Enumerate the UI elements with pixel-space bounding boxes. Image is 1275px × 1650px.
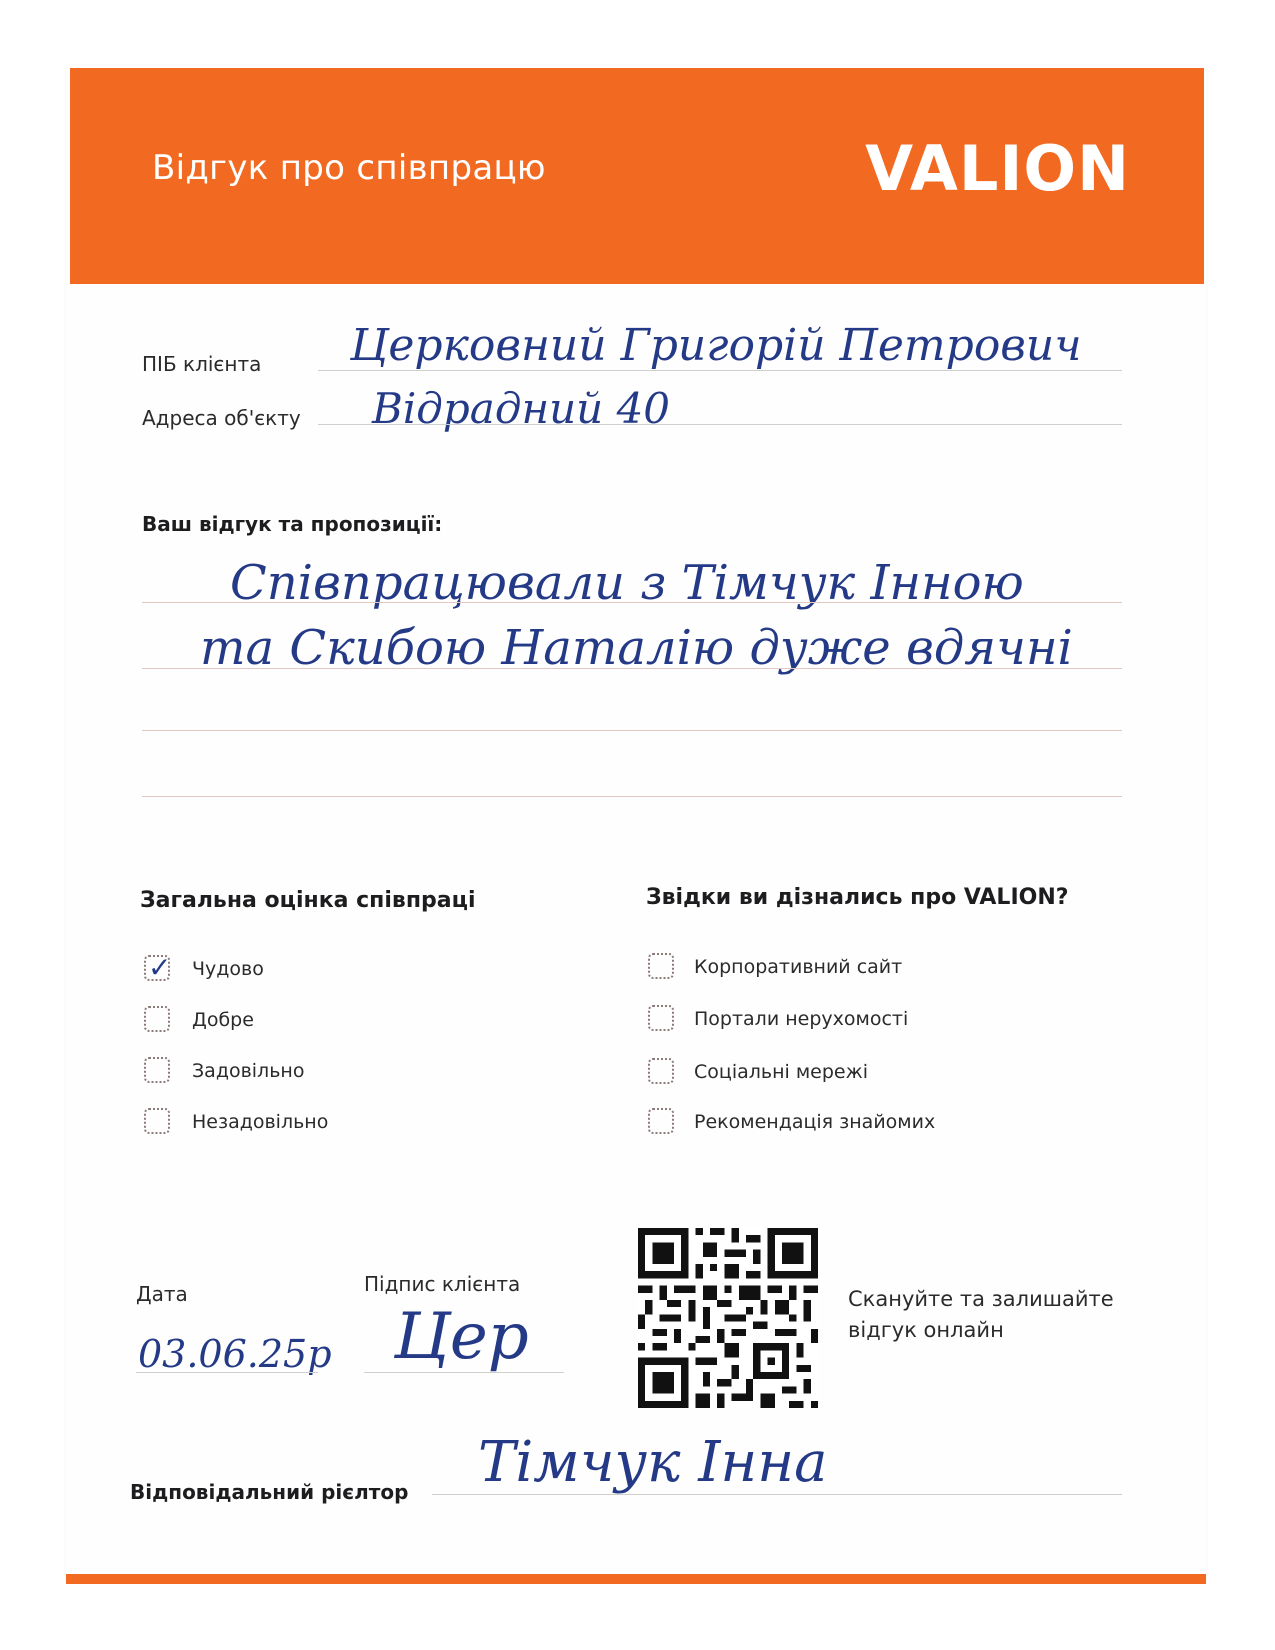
rating-checkbox-satisfactory[interactable] xyxy=(144,1057,170,1083)
brand-logo: VALION xyxy=(865,132,1130,205)
source-option-website: Корпоративний сайт xyxy=(694,956,903,978)
date-value: 03.06.25р xyxy=(138,1332,332,1376)
qr-code-icon[interactable] xyxy=(638,1228,818,1408)
signature-line xyxy=(364,1372,564,1373)
source-title: Звідки ви дізнались про VALION? xyxy=(646,885,1069,910)
form-title: Відгук про співпрацю xyxy=(152,148,546,188)
address-label: Адреса об'єкту xyxy=(142,406,301,430)
client-name-value: Церковний Григорій Петрович xyxy=(350,320,1082,371)
qr-caption: Скануйте та залишайте відгук онлайн xyxy=(848,1287,1114,1342)
source-option-referral: Рекомендація знайомих xyxy=(694,1111,936,1133)
rating-option-excellent: Чудово xyxy=(192,958,264,980)
date-line xyxy=(136,1372,318,1373)
source-option-social: Соціальні мережі xyxy=(694,1061,868,1083)
feedback-label: Ваш відгук та пропозиції: xyxy=(142,512,443,536)
feedback-line-2: та Скибою Наталію дуже вдячні xyxy=(200,620,1073,676)
client-name-label: ПІБ клієнта xyxy=(142,352,262,376)
client-name-line xyxy=(318,370,1122,371)
address-line xyxy=(318,424,1122,425)
rating-checkbox-unsatisfactory[interactable] xyxy=(144,1108,170,1134)
client-signature: Цер xyxy=(394,1300,529,1374)
rating-option-unsatisfactory: Незадовільно xyxy=(192,1111,329,1133)
feedback-rule-4 xyxy=(142,796,1122,797)
source-checkbox-website[interactable] xyxy=(648,953,674,979)
rating-title: Загальна оцінка співпраці xyxy=(140,888,476,913)
realtor-label: Відповідальний рієлтор xyxy=(130,1480,409,1504)
source-checkbox-social[interactable] xyxy=(648,1058,674,1084)
date-label: Дата xyxy=(136,1282,188,1306)
rating-checkbox-excellent[interactable] xyxy=(144,951,172,984)
source-checkbox-portals[interactable] xyxy=(648,1005,674,1031)
feedback-line-1: Співпрацювали з Тімчук Інною xyxy=(230,555,1024,611)
header-band xyxy=(70,68,1204,284)
feedback-rule-2 xyxy=(142,668,1122,669)
footer-band xyxy=(66,1574,1206,1584)
source-option-portals: Портали нерухомості xyxy=(694,1008,909,1030)
signature-label: Підпис клієнта xyxy=(364,1272,521,1296)
rating-checkbox-good[interactable] xyxy=(144,1006,170,1032)
source-checkbox-referral[interactable] xyxy=(648,1108,674,1134)
realtor-signature: Тімчук Інна xyxy=(478,1430,828,1495)
realtor-line xyxy=(432,1494,1122,1495)
feedback-rule-3 xyxy=(142,730,1122,731)
rating-option-satisfactory: Задовільно xyxy=(192,1060,305,1082)
check-mark-icon: ✓ xyxy=(148,951,172,984)
address-value: Відрадний 40 xyxy=(372,384,671,433)
rating-option-good: Добре xyxy=(192,1009,254,1031)
feedback-rule-1 xyxy=(142,602,1122,603)
